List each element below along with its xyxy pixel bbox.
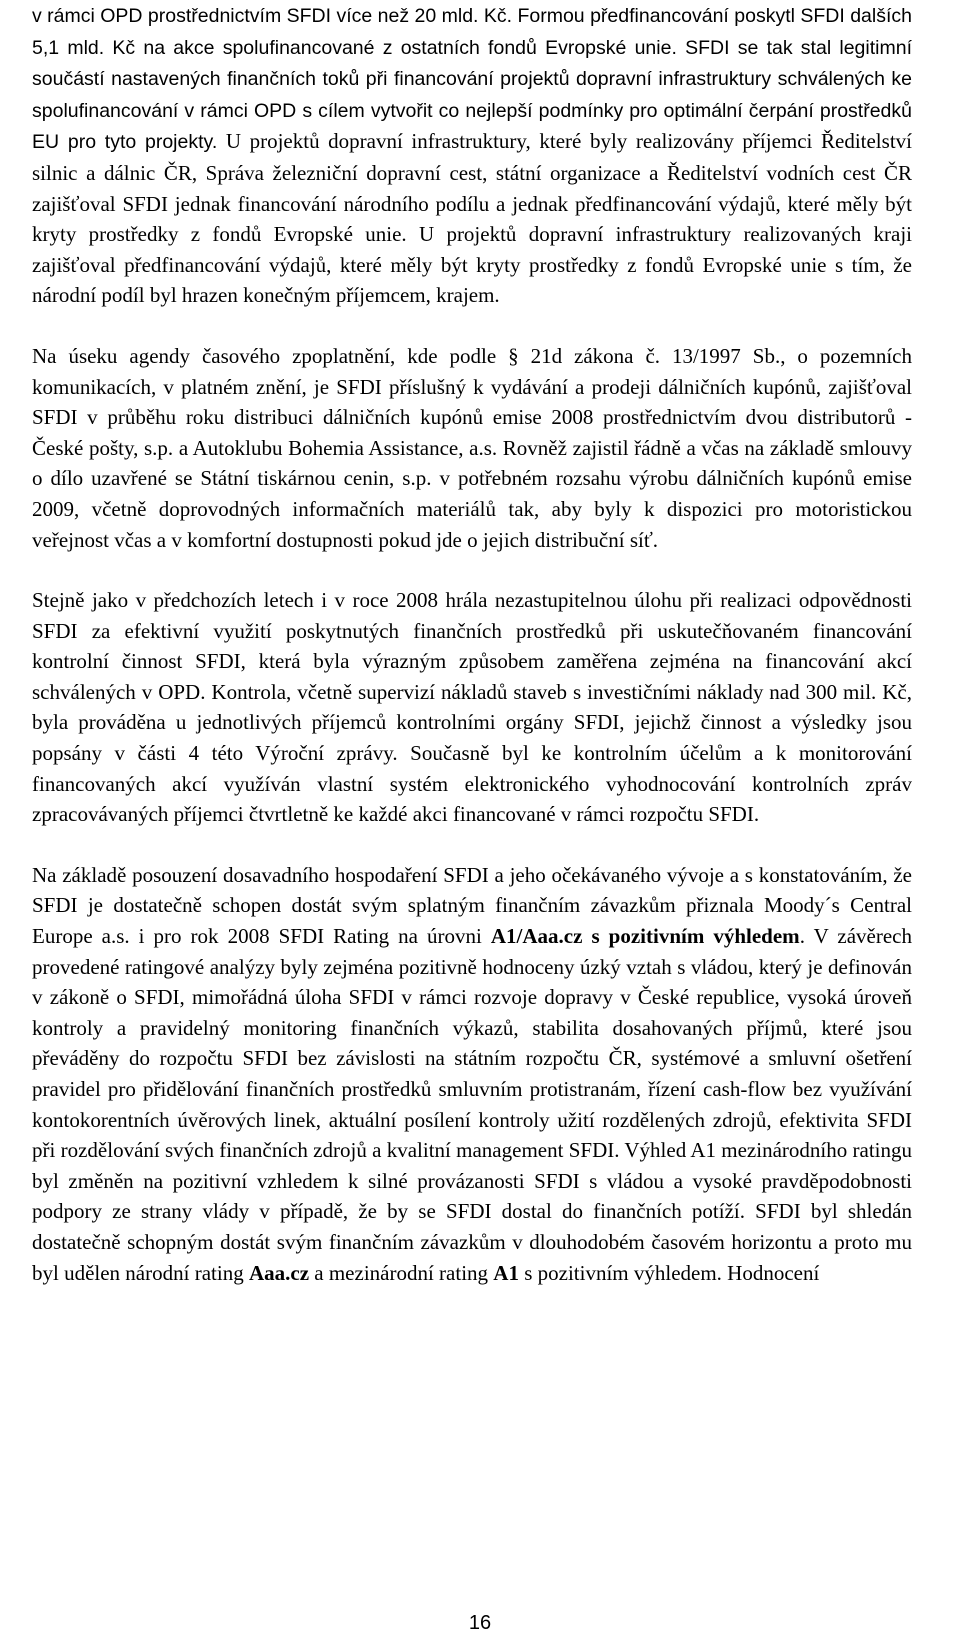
document-page xyxy=(32,0,912,1288)
paragraph-toll-coupons: Na úseku agendy časového zpoplatnění, kde podle § 21d zákona č. 13/1997 Sb., o pozemních komunikacích, v platném znění, je SFDI příslušný k vydávání a prodeji dálničních kupónů, zajišťoval SFDI v průběhu roku distribuci dálničních kupónů emise 2008 prostřednictvím dvou distributorů - České pošty, s.p. a Autoklubu Bohemia Assistance, a.s. Rovněž zajistil řádně a včas na základě smlouvy o dílo uzavřené se Státní tiskárnou cenin, s.p. v potřebném rozsahu výrobu dálničních kupónů emise 2009, včetně doprovodných informačních materiálů tak, aby byly k dispozici pro motoristickou veřejnost včas a v komfortní dostupnosti pokud jde o jejich distribuční síť. xyxy=(32,343,912,552)
rating-text-c: . V závěrech provedené ratingové analýzy byly zejména pozitivně hodnoceny úzký vztah s vládou, který je definován v zákoně o SFDI, mimořádná úloha SFDI v rámci rozvoje dopravy v České republice, vysoká úroveň kontroly a pravidelný monitoring finančních výkazů, stabilita dosahovaných příjmů, které jsou převáděny do rozpočtu SFDI bez závislosti na státním rozpočtu ČR, systémové a smluvní ošetření pravidel pro přidělování finančních prostředků smluvním protistranám, řízení cash-flow bez využívání kontokorentních úvěrových linek, aktuální posílení kontroly užití rozdělených zdrojů, efektivita SFDI při rozdělování svých finančních zdrojů a kvalitní management SFDI. Výhled A1 mezinárodního ratingu byl změněn na pozitivní vzhledem k silné provázanosti SFDI s vládou a vysoké pravděpodobnosti podpory ze strany vlády v případě, že by se SFDI dostal do finančních potíží. SFDI byl shledán dostatečně schopným dostát svým finančním závazkům v dlouhodobém časovém horizontu a proto mu byl udělen národní rating xyxy=(32,924,912,1285)
rating-text-a: Na základě posouzení dosavadního hospodaření SFDI a jeho očekávaného vývoje a s konstatováním, že SFDI je dostatečně schopen dostát svým splatným finančním závazkům přiznala Moody´s Central Europe a.s. i pro rok 2008 SFDI Rating na úrovni xyxy=(32,862,912,949)
paragraph-control-activity: Stejně jako v předchozích letech i v roce 2008 hrála nezastupitelnou úlohu při realizaci odpovědnosti SFDI za efektivní využití poskytnutých finančních prostředků při uskutečňovaném financování kontrolní činnost SFDI, která byla výrazným způsobem zaměřena zejména na financování akcí schválených v OPD. Kontrola, včetně supervizí nákladů staveb s investičními náklady nad 300 mil. Kč, byla prováděna u jednotlivých příjemců kontrolními orgány SFDI, jejichž činnost a výsledky jsou popsány v části 4 této Výroční zprávy. Současně byl ke kontrolním účelům a k monitorování financovaných akcí využíván vlastní systém elektronického vyhodnocování kontrolních zpráv zpracovávaných příjemci čtvrtletně ke každé akci financované v rámci rozpočtu SFDI. xyxy=(32,588,912,827)
rating-bold-a1: A1 xyxy=(493,1260,519,1285)
paragraph-opd-financing-sans: v rámci OPD prostřednictvím SFDI více než 20 mld. Kč. Formou předfinancování poskytl SFDI dalších 5,1 mld. Kč na akce spolufinancované z ostatních fondů Evropské unie. SFDI se tak stal legitimní součástí nastavených finančních toků při financování projektů dopravní infrastruktury schválených ke spolufinancování v rámci OPD s cílem vytvořit co nejlepší podmínky pro optimální čerpání prostředků EU pro tyto projekty. xyxy=(32,5,912,154)
rating-bold-a1-aaa: A1/Aaa.cz s pozitivním výhledem xyxy=(490,924,800,949)
paragraph-opd-financing-serif: U projektů dopravní infrastruktury, které byly realizovány příjemci Ředitelství silnic a dálnic ČR, Správa železniční dopravní cest, státní organizace a Ředitelství vodních cest ČR zajišťoval SFDI jednak financování národního podílu a jednak předfinancování výdajů, které měly být kryty prostředky z fondů Evropské unie. U projektů dopravní infrastruktury realizovaných kraji zajišťoval předfinancování výdajů, které měly být kryty prostředky z fondů Evropské unie s tím, že národní podíl byl hrazen konečným příjemcem, krajem. xyxy=(32,129,912,308)
paragraph-moodys-rating xyxy=(32,860,912,1288)
page-number: 16 xyxy=(468,1612,492,1634)
rating-bold-aaa-cz: Aaa.cz xyxy=(248,1260,310,1285)
rating-text-e: s pozitivním výhledem. Hodnocení xyxy=(518,1260,820,1285)
paragraph-opd-financing xyxy=(32,0,912,311)
rating-text-d: a mezinárodní rating xyxy=(309,1260,494,1285)
